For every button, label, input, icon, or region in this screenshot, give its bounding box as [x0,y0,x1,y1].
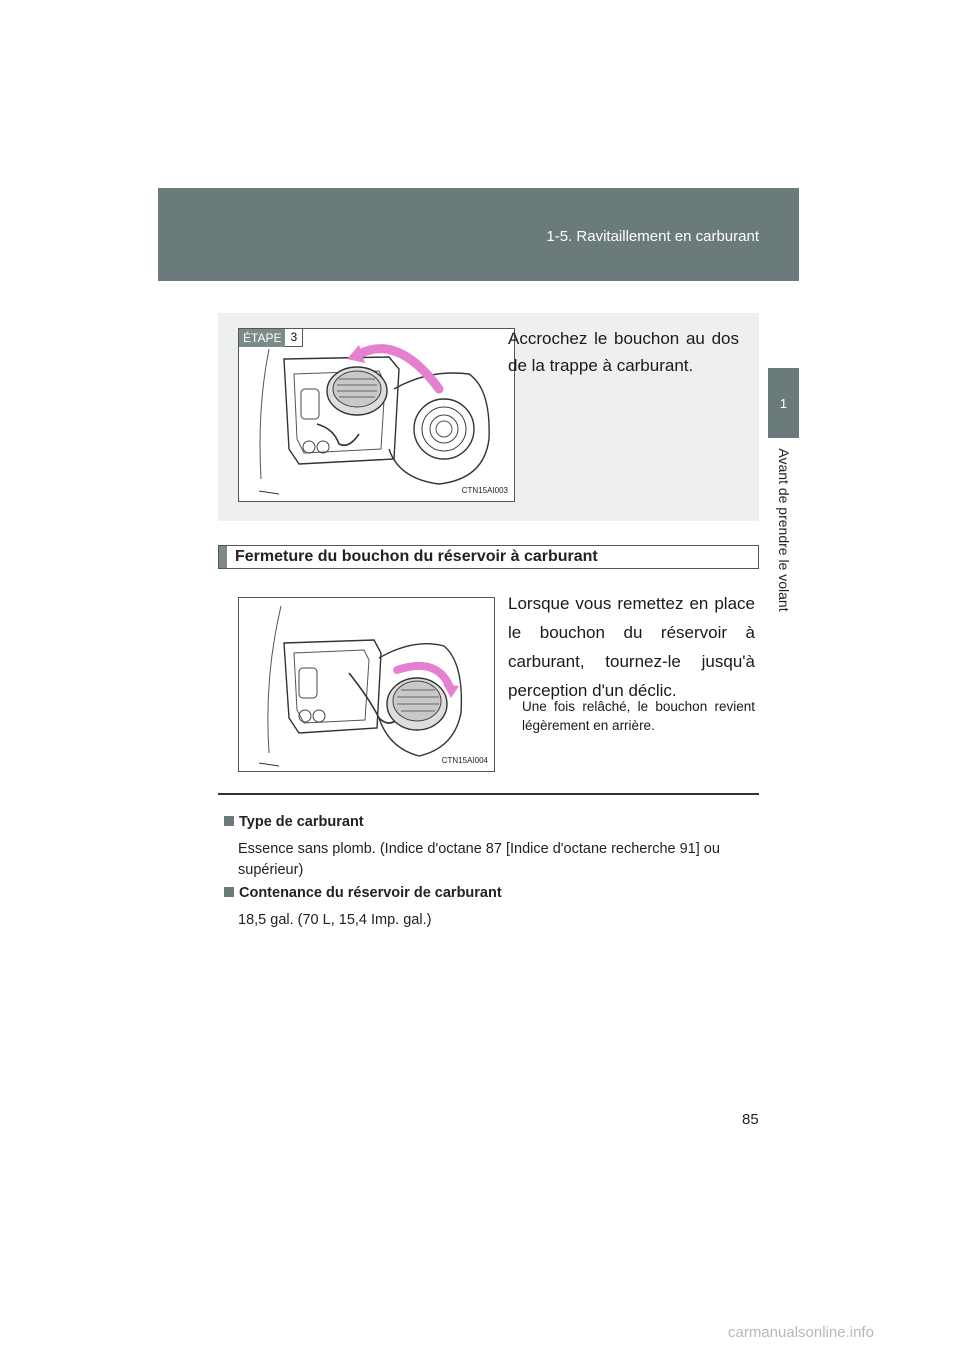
fuel-cap-turn-drawing [239,598,494,771]
section-title: 1-5. Ravitaillement en carburant [546,228,759,245]
step-badge [239,329,303,347]
section-note: Une fois relâché, le bouchon revient légèrement en arrière. [522,699,755,733]
page-header [158,188,799,281]
step-label: ÉTAPE [239,329,285,347]
bullet-square-icon [224,816,234,826]
section-text: Lorsque vous remettez en place le bouchon du réservoir à carburant, tournez-le jusqu'à perception d'un déclic. [508,594,755,700]
info-text-capacity: 18,5 gal. (70 L, 15,4 Imp. gal.) [238,912,432,928]
heading-bar [219,546,227,568]
bullet-square-icon [224,887,234,897]
fuel-cap-close-illustration [238,597,495,772]
watermark[interactable]: carmanualsonline.info [728,1324,874,1341]
step-3-text: Accrochez le bouchon au dos de la trappe à carburant. [508,329,739,375]
fuel-cap-hang-illustration [238,328,515,502]
info-title-fuel-type: Type de carburant [224,814,364,830]
chapter-number: 1 [779,395,788,411]
section-heading [218,545,759,569]
divider [218,793,759,795]
page-number: 85 [742,1111,759,1128]
step-3-box [218,313,759,521]
step-number: 3 [285,329,303,347]
chapter-title: Avant de prendre le volant [776,448,792,612]
section-heading-text: Fermeture du bouchon du réservoir à carburant [235,548,598,565]
chapter-tab [768,368,799,438]
fuel-door-drawing [239,329,514,501]
image-code: CTN15AI003 [461,486,508,495]
info-title-capacity: Contenance du réservoir de carburant [224,885,502,901]
image-code: CTN15AI004 [441,756,488,765]
info-text-fuel-type: Essence sans plomb. (Indice d'octane 87 [Indice d'octane recherche 91] ou supérieur) [238,841,720,878]
